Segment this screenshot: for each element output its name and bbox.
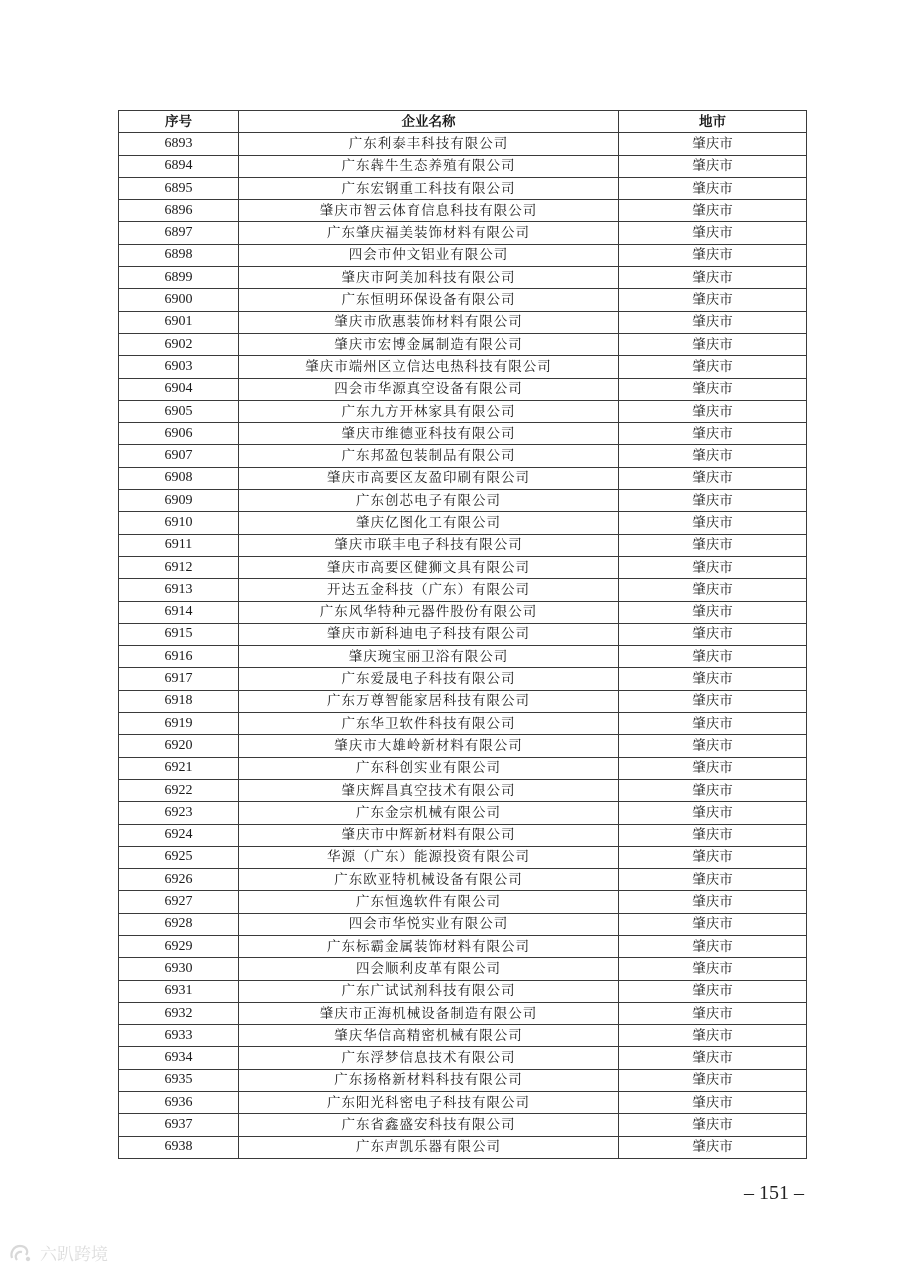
cell-city: 肇庆市: [619, 512, 807, 534]
cell-serial-number: 6905: [119, 400, 239, 422]
cell-city: 肇庆市: [619, 846, 807, 868]
cell-company-name: 肇庆市正海机械设备制造有限公司: [239, 1002, 619, 1024]
table-row: [119, 423, 807, 445]
cell-city: 肇庆市: [619, 1047, 807, 1069]
table-row: [119, 400, 807, 422]
table-row: [119, 869, 807, 891]
cell-company-name: 广东爱晟电子科技有限公司: [239, 668, 619, 690]
cell-serial-number: 6910: [119, 512, 239, 534]
cell-company-name: 肇庆华信高精密机械有限公司: [239, 1025, 619, 1047]
table-row: [119, 267, 807, 289]
cell-city: 肇庆市: [619, 177, 807, 199]
cell-city: 肇庆市: [619, 935, 807, 957]
cell-company-name: 广东浮梦信息技术有限公司: [239, 1047, 619, 1069]
cell-serial-number: 6934: [119, 1047, 239, 1069]
table-row: [119, 779, 807, 801]
cell-company-name: 广东九方开林家具有限公司: [239, 400, 619, 422]
header-city: 地市: [619, 111, 807, 133]
cell-serial-number: 6931: [119, 980, 239, 1002]
cell-serial-number: 6914: [119, 601, 239, 623]
table-row: [119, 1069, 807, 1091]
cell-city: 肇庆市: [619, 1092, 807, 1114]
cell-company-name: 广东阳光科密电子科技有限公司: [239, 1092, 619, 1114]
cell-city: 肇庆市: [619, 1136, 807, 1158]
cell-serial-number: 6897: [119, 222, 239, 244]
cell-serial-number: 6900: [119, 289, 239, 311]
table-row: [119, 177, 807, 199]
cell-city: 肇庆市: [619, 1002, 807, 1024]
cell-city: 肇庆市: [619, 623, 807, 645]
cell-city: 肇庆市: [619, 423, 807, 445]
cell-serial-number: 6906: [119, 423, 239, 445]
cell-serial-number: 6921: [119, 757, 239, 779]
cell-serial-number: 6915: [119, 623, 239, 645]
cell-city: 肇庆市: [619, 378, 807, 400]
cell-city: 肇庆市: [619, 646, 807, 668]
cell-serial-number: 6918: [119, 690, 239, 712]
cell-company-name: 四会市华悦实业有限公司: [239, 913, 619, 935]
cell-serial-number: 6904: [119, 378, 239, 400]
cell-company-name: 肇庆市宏博金属制造有限公司: [239, 333, 619, 355]
table-row: [119, 244, 807, 266]
cell-company-name: 广东万尊智能家居科技有限公司: [239, 690, 619, 712]
table-row: [119, 1047, 807, 1069]
cell-city: 肇庆市: [619, 155, 807, 177]
table-row: [119, 133, 807, 155]
table-row: [119, 1002, 807, 1024]
cell-serial-number: 6911: [119, 534, 239, 556]
cell-city: 肇庆市: [619, 534, 807, 556]
page-number: – 151 –: [744, 1182, 804, 1204]
cell-city: 肇庆市: [619, 445, 807, 467]
cell-company-name: 广东华卫软件科技有限公司: [239, 713, 619, 735]
cell-city: 肇庆市: [619, 356, 807, 378]
table-row: [119, 601, 807, 623]
watermark: [8, 1240, 108, 1265]
cell-serial-number: 6929: [119, 935, 239, 957]
cell-company-name: 广东创芯电子有限公司: [239, 490, 619, 512]
cell-serial-number: 6924: [119, 824, 239, 846]
cell-city: 肇庆市: [619, 757, 807, 779]
cell-company-name: 四会市仲文铝业有限公司: [239, 244, 619, 266]
cell-company-name: 广东风华特种元器件股份有限公司: [239, 601, 619, 623]
cell-company-name: 肇庆市智云体育信息科技有限公司: [239, 200, 619, 222]
cell-company-name: 四会市华源真空设备有限公司: [239, 378, 619, 400]
table-row: [119, 713, 807, 735]
cell-city: 肇庆市: [619, 958, 807, 980]
table-row: [119, 980, 807, 1002]
table-row: [119, 913, 807, 935]
cell-city: 肇庆市: [619, 333, 807, 355]
cell-city: 肇庆市: [619, 289, 807, 311]
cell-serial-number: 6920: [119, 735, 239, 757]
cell-serial-number: 6902: [119, 333, 239, 355]
cell-company-name: 肇庆市联丰电子科技有限公司: [239, 534, 619, 556]
table-row: [119, 311, 807, 333]
table-row: [119, 958, 807, 980]
table-row: [119, 1092, 807, 1114]
cell-serial-number: 6899: [119, 267, 239, 289]
table-row: [119, 512, 807, 534]
cell-serial-number: 6936: [119, 1092, 239, 1114]
cell-serial-number: 6916: [119, 646, 239, 668]
cell-city: 肇庆市: [619, 824, 807, 846]
cell-serial-number: 6895: [119, 177, 239, 199]
cell-serial-number: 6908: [119, 467, 239, 489]
cell-city: 肇庆市: [619, 200, 807, 222]
cell-city: 肇庆市: [619, 869, 807, 891]
cell-city: 肇庆市: [619, 668, 807, 690]
table-row: [119, 1114, 807, 1136]
table-row: [119, 735, 807, 757]
cell-city: 肇庆市: [619, 556, 807, 578]
table-row: [119, 646, 807, 668]
cell-serial-number: 6917: [119, 668, 239, 690]
table-row: [119, 556, 807, 578]
cell-serial-number: 6933: [119, 1025, 239, 1047]
cell-company-name: 肇庆市高要区友盈印刷有限公司: [239, 467, 619, 489]
cell-serial-number: 6909: [119, 490, 239, 512]
table-row: [119, 155, 807, 177]
cell-company-name: 肇庆琬宝丽卫浴有限公司: [239, 646, 619, 668]
cell-company-name: 广东欧亚特机械设备有限公司: [239, 869, 619, 891]
header-company-name: 企业名称: [239, 111, 619, 133]
cell-serial-number: 6938: [119, 1136, 239, 1158]
cell-serial-number: 6898: [119, 244, 239, 266]
cell-company-name: 广东宏钢重工科技有限公司: [239, 177, 619, 199]
header-serial-number: 序号: [119, 111, 239, 133]
cell-city: 肇庆市: [619, 1114, 807, 1136]
table-row: [119, 333, 807, 355]
table-row: [119, 467, 807, 489]
cell-serial-number: 6926: [119, 869, 239, 891]
table-row: [119, 490, 807, 512]
cell-city: 肇庆市: [619, 222, 807, 244]
table-row: [119, 824, 807, 846]
cell-city: 肇庆市: [619, 779, 807, 801]
cell-serial-number: 6913: [119, 579, 239, 601]
cell-company-name: 广东标霸金属装饰材料有限公司: [239, 935, 619, 957]
cell-company-name: 广东声凯乐器有限公司: [239, 1136, 619, 1158]
swirl-logo-icon: [8, 1242, 34, 1264]
cell-city: 肇庆市: [619, 490, 807, 512]
cell-city: 肇庆市: [619, 1025, 807, 1047]
cell-serial-number: 6907: [119, 445, 239, 467]
cell-company-name: 肇庆辉昌真空技术有限公司: [239, 779, 619, 801]
cell-serial-number: 6919: [119, 713, 239, 735]
table-row: [119, 623, 807, 645]
cell-company-name: 广东省鑫盛安科技有限公司: [239, 1114, 619, 1136]
cell-serial-number: 6927: [119, 891, 239, 913]
cell-serial-number: 6930: [119, 958, 239, 980]
cell-company-name: 广东扬格新材料科技有限公司: [239, 1069, 619, 1091]
cell-serial-number: 6928: [119, 913, 239, 935]
cell-company-name: 肇庆市高要区健狮文具有限公司: [239, 556, 619, 578]
cell-serial-number: 6923: [119, 802, 239, 824]
cell-company-name: 广东广试试剂科技有限公司: [239, 980, 619, 1002]
cell-company-name: 肇庆市阿美加科技有限公司: [239, 267, 619, 289]
table-row: [119, 1025, 807, 1047]
watermark-text: 六趴跨境: [40, 1245, 108, 1265]
table-row: [119, 757, 807, 779]
cell-city: 肇庆市: [619, 267, 807, 289]
table-header-row: [119, 111, 807, 133]
cell-company-name: 肇庆市中辉新材料有限公司: [239, 824, 619, 846]
cell-serial-number: 6922: [119, 779, 239, 801]
cell-city: 肇庆市: [619, 980, 807, 1002]
table-row: [119, 356, 807, 378]
table-row: [119, 891, 807, 913]
cell-serial-number: 6925: [119, 846, 239, 868]
table-row: [119, 1136, 807, 1158]
cell-company-name: 肇庆亿图化工有限公司: [239, 512, 619, 534]
cell-serial-number: 6896: [119, 200, 239, 222]
cell-city: 肇庆市: [619, 467, 807, 489]
cell-company-name: 广东科创实业有限公司: [239, 757, 619, 779]
cell-city: 肇庆市: [619, 601, 807, 623]
cell-company-name: 华源（广东）能源投资有限公司: [239, 846, 619, 868]
cell-city: 肇庆市: [619, 891, 807, 913]
table-row: [119, 289, 807, 311]
cell-city: 肇庆市: [619, 133, 807, 155]
table-row: [119, 802, 807, 824]
cell-company-name: 广东恒明环保设备有限公司: [239, 289, 619, 311]
cell-company-name: 肇庆市新科迪电子科技有限公司: [239, 623, 619, 645]
cell-city: 肇庆市: [619, 244, 807, 266]
table-row: [119, 690, 807, 712]
cell-city: 肇庆市: [619, 1069, 807, 1091]
cell-serial-number: 6894: [119, 155, 239, 177]
cell-company-name: 肇庆市大雄岭新材料有限公司: [239, 735, 619, 757]
cell-company-name: 开达五金科技（广东）有限公司: [239, 579, 619, 601]
cell-serial-number: 6937: [119, 1114, 239, 1136]
cell-serial-number: 6893: [119, 133, 239, 155]
cell-company-name: 广东恒逸软件有限公司: [239, 891, 619, 913]
table-row: [119, 579, 807, 601]
cell-company-name: 肇庆市端州区立信达电热科技有限公司: [239, 356, 619, 378]
table-row: [119, 222, 807, 244]
table-row: [119, 846, 807, 868]
cell-company-name: 广东肇庆福美装饰材料有限公司: [239, 222, 619, 244]
cell-city: 肇庆市: [619, 311, 807, 333]
table-row: [119, 668, 807, 690]
cell-city: 肇庆市: [619, 735, 807, 757]
cell-city: 肇庆市: [619, 400, 807, 422]
cell-city: 肇庆市: [619, 713, 807, 735]
cell-serial-number: 6903: [119, 356, 239, 378]
cell-city: 肇庆市: [619, 802, 807, 824]
cell-serial-number: 6912: [119, 556, 239, 578]
cell-company-name: 肇庆市维德亚科技有限公司: [239, 423, 619, 445]
enterprise-table: [118, 110, 807, 1159]
table-row: [119, 445, 807, 467]
cell-company-name: 广东犇牛生态养殖有限公司: [239, 155, 619, 177]
cell-company-name: 广东金宗机械有限公司: [239, 802, 619, 824]
cell-city: 肇庆市: [619, 913, 807, 935]
cell-serial-number: 6935: [119, 1069, 239, 1091]
cell-company-name: 四会顺利皮革有限公司: [239, 958, 619, 980]
table-row: [119, 935, 807, 957]
cell-company-name: 肇庆市欣惠装饰材料有限公司: [239, 311, 619, 333]
cell-city: 肇庆市: [619, 579, 807, 601]
cell-company-name: 广东邦盈包装制品有限公司: [239, 445, 619, 467]
table-row: [119, 534, 807, 556]
cell-city: 肇庆市: [619, 690, 807, 712]
table-row: [119, 200, 807, 222]
cell-company-name: 广东利泰丰科技有限公司: [239, 133, 619, 155]
cell-serial-number: 6932: [119, 1002, 239, 1024]
cell-serial-number: 6901: [119, 311, 239, 333]
table-row: [119, 378, 807, 400]
